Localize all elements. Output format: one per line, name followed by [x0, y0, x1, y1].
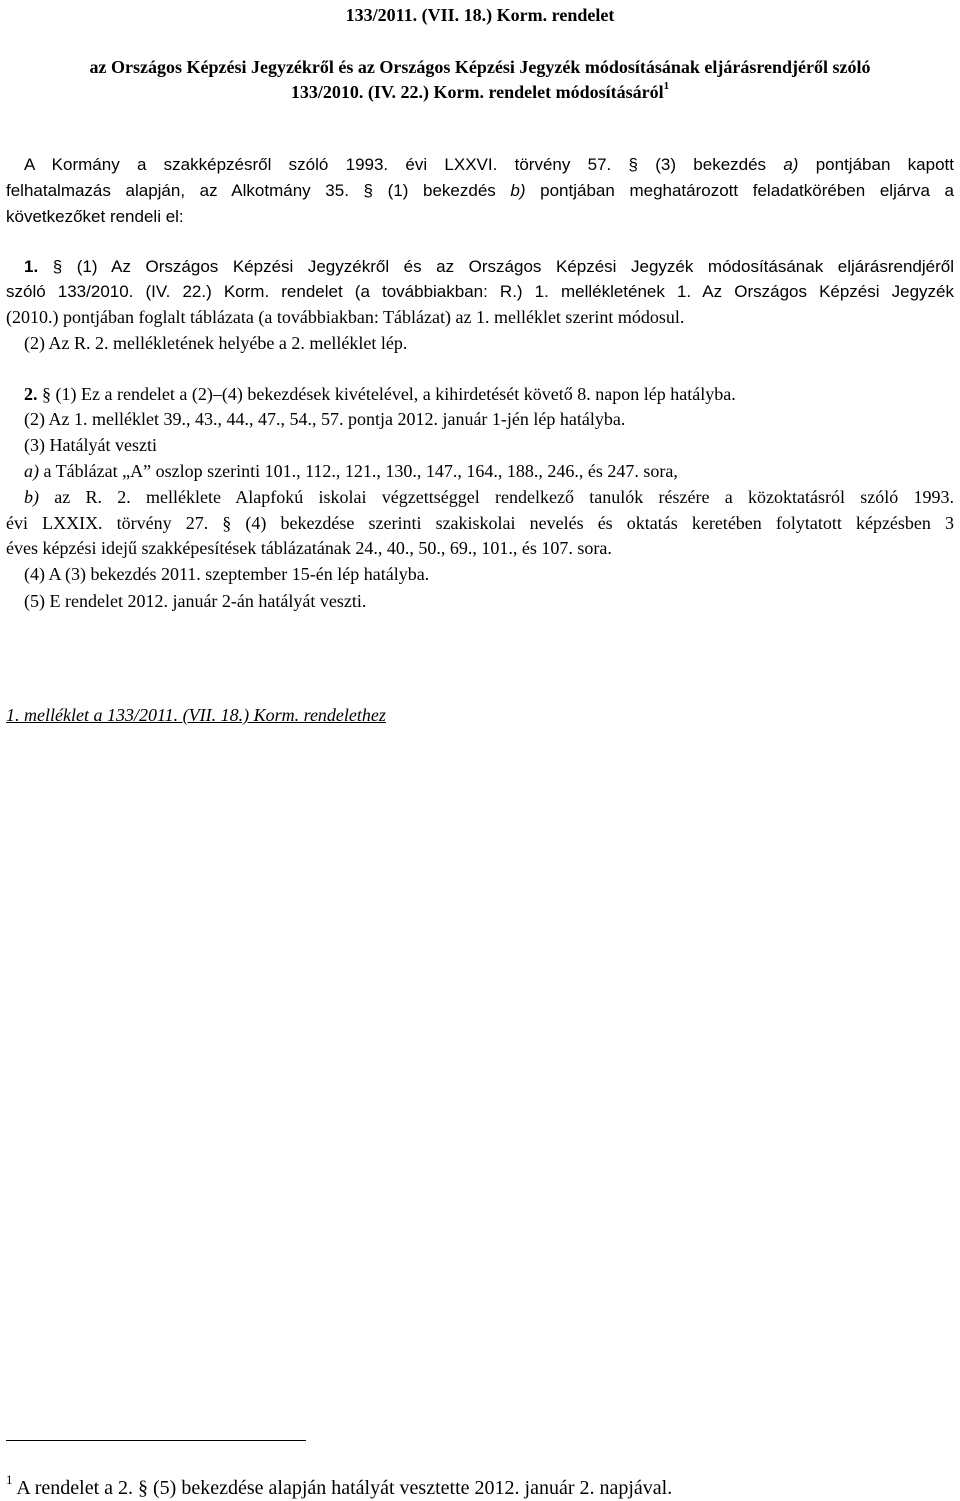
footnote-reference: 1: [663, 80, 670, 92]
footnote-separator: [6, 1440, 306, 1441]
section2-line1: [24, 381, 954, 407]
footnote-text: A rendelet a 2. § (5) bekezdése alapján hatályát vesztette 2012. január 2. napjával.: [12, 1477, 673, 1499]
document-subtitle-line2: [0, 79, 960, 105]
section1-line4: (2) Az R. 2. mellékletének helyébe a 2. melléklet lép.: [24, 333, 408, 353]
annex-heading: 1. melléklet a 133/2011. (VII. 18.) Korm. rendelethez: [6, 705, 386, 725]
section1-line3: (2010.) pontjában foglalt táblázata (a továbbiakban: Táblázat) az 1. melléklet szerint módosul.: [6, 307, 685, 327]
preamble-text: felhatalmazás alapján, az Alkotmány 35. § (1) bekezdés: [6, 181, 511, 200]
section1-line1: [24, 254, 954, 280]
subtitle-text: 133/2010. (IV. 22.) Korm. rendelet módosításáról: [290, 82, 664, 102]
section1-text: § (1) Az Országos Képzési Jegyzékről és az Országos Képzési Jegyzék módosításának eljárásrendjéről: [38, 257, 954, 276]
section2-line5: [24, 484, 954, 510]
point-a-label: a): [24, 461, 39, 481]
section2-line4: [24, 458, 954, 484]
preamble-point-a: a): [783, 155, 799, 174]
document-subtitle-line1: az Országos Képzési Jegyzékről és az Országos Képzési Jegyzék módosításának eljárásrendjéről szóló: [89, 57, 871, 77]
section2-line7: éves képzési idejű szakképesítések táblázatának 24., 40., 50., 69., 101., és 107. sora.: [6, 538, 612, 558]
preamble-text: A Kormány a szakképzésről szóló 1993. évi LXXVI. törvény 57. § (3) bekezdés: [24, 155, 784, 174]
section2-line2: (2) Az 1. melléklet 39., 43., 44., 47., 54., 57. pontja 2012. január 1-jén lép hatályba.: [24, 409, 626, 429]
section2-number: 2.: [24, 384, 38, 404]
preamble-line1: [24, 152, 954, 178]
section1-number: 1.: [24, 257, 39, 276]
point-b-label: b): [24, 487, 39, 507]
section1-line2: szóló 133/2010. (IV. 22.) Korm. rendelet (a továbbiakban: R.) 1. mellékletének 1. Az Országos Képzési Jegyzék: [6, 282, 954, 301]
section2-line6: évi LXXIX. törvény 27. § (4) bekezdése szerinti szakiskolai nevelés és oktatás keretében folytatott képzésben 3: [6, 513, 954, 533]
preamble-point-b: b): [510, 181, 526, 200]
preamble-text: pontjában meghatározott feladatkörében eljárva a: [525, 181, 954, 200]
preamble-text: pontjában kapott: [798, 155, 954, 174]
footnote: [6, 1472, 673, 1501]
section2-text: § (1) Ez a rendelet a (2)–(4) bekezdések kivételével, a kihirdetését követő 8. napon lép hatályba.: [37, 384, 736, 404]
point-b-text: az R. 2. melléklete Alapfokú iskolai végzettséggel rendelkező tanulók részére a közoktatásról szóló 1993.: [39, 487, 954, 507]
preamble-line3: következőket rendeli el:: [6, 207, 184, 226]
footnote-mark: 1: [6, 1472, 13, 1488]
point-a-text: a Táblázat „A” oszlop szerinti 101., 112., 121., 130., 147., 164., 188., 246., és 247. sora,: [39, 461, 678, 481]
document-title: 133/2011. (VII. 18.) Korm. rendelet: [345, 5, 615, 25]
section2-line3: (3) Hatályát veszti: [24, 435, 157, 455]
section2-line9: (5) E rendelet 2012. január 2-án hatályát veszti.: [24, 591, 367, 611]
preamble-line2: [6, 178, 954, 204]
section2-line8: (4) A (3) bekezdés 2011. szeptember 15-én lép hatályba.: [24, 564, 430, 584]
